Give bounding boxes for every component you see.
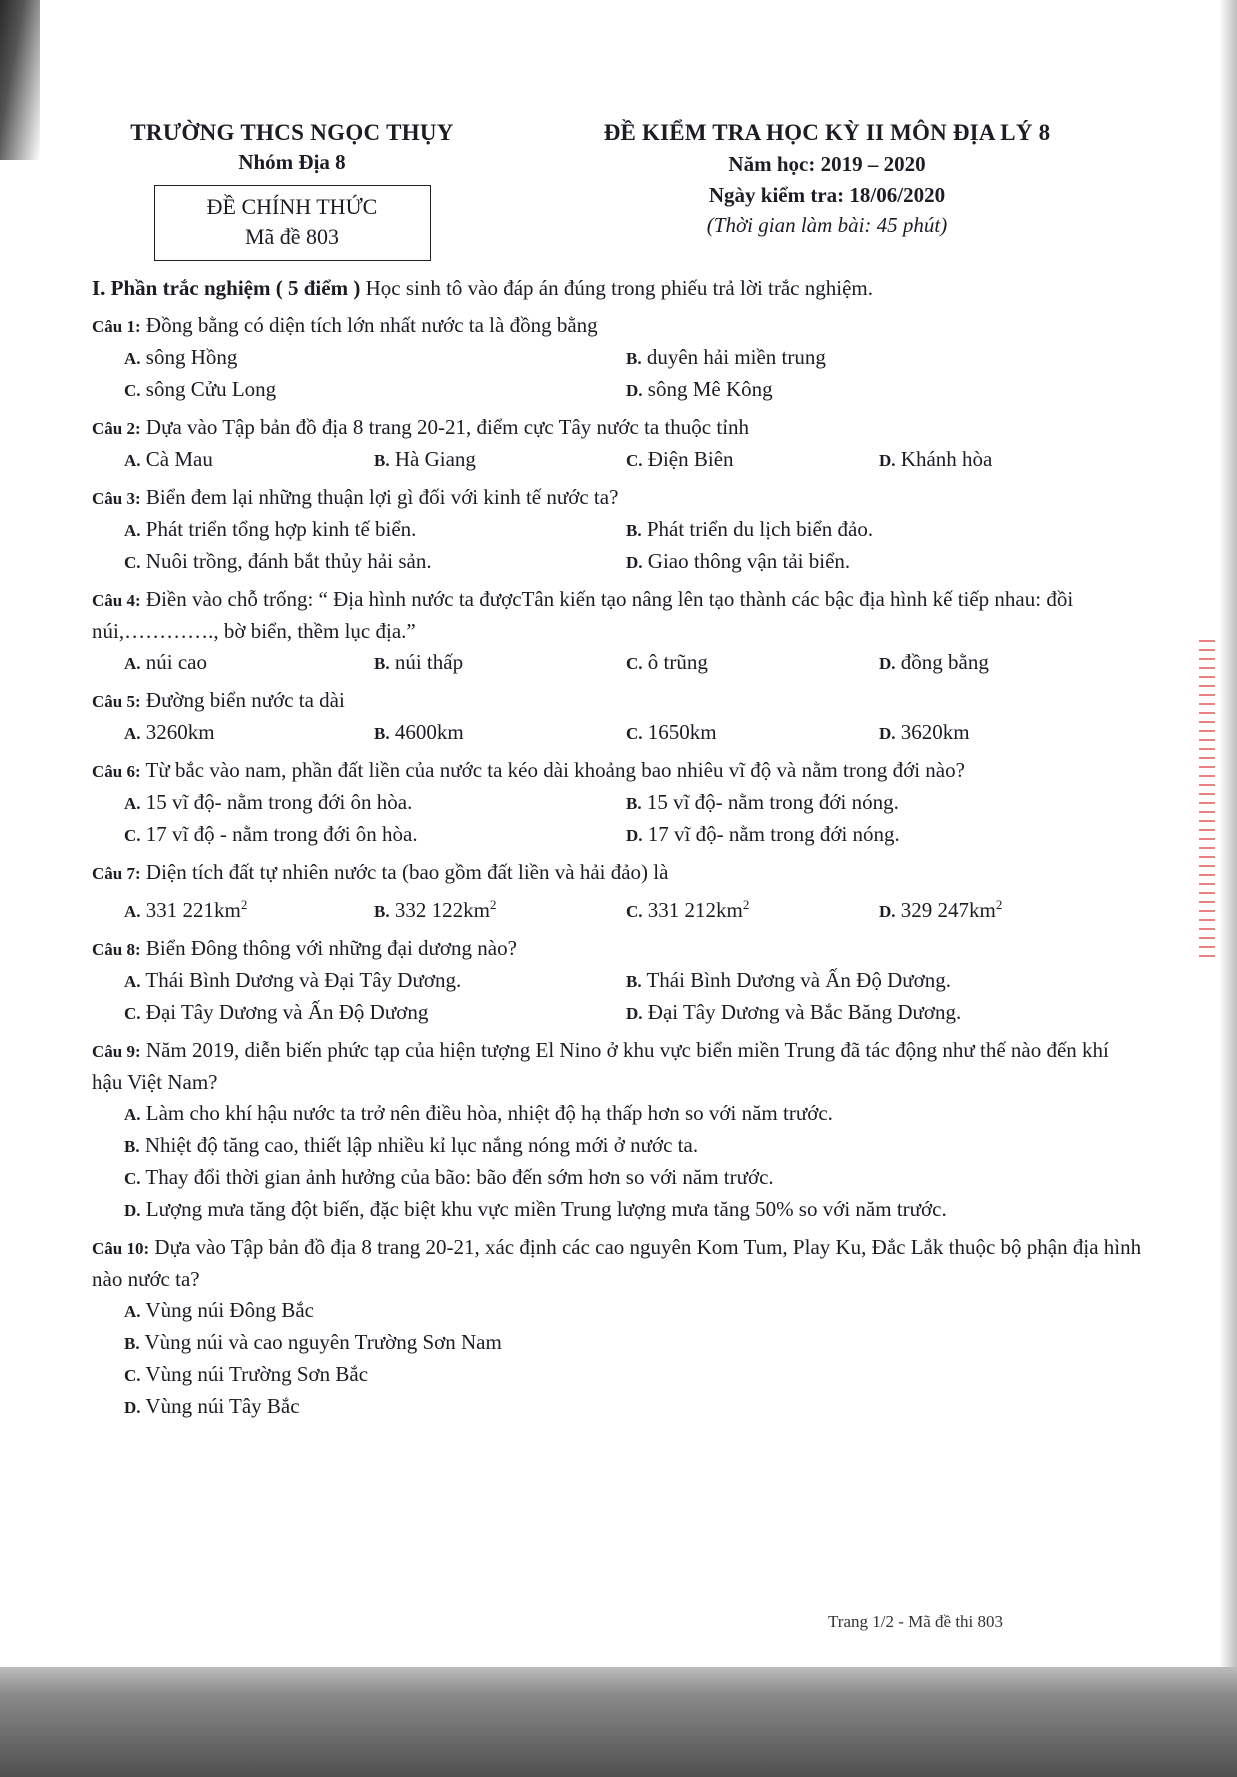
option-letter: A.	[124, 349, 141, 368]
question-text: Điền vào chỗ trống: “ Địa hình nước ta đượcTân kiến tạo nâng lên tạo thành các bậc địa hình kế tiếp nhau: đồi núi,…………., bờ biển, thềm lục địa.”	[92, 587, 1074, 643]
answer-option	[124, 1162, 1142, 1194]
option-text: đồng bằng	[895, 650, 989, 674]
exam-date: Ngày kiểm tra: 18/06/2020	[708, 183, 946, 207]
option-letter: D.	[879, 654, 896, 673]
exam-info-block	[547, 120, 1107, 238]
answer-options	[92, 1295, 1142, 1423]
option-letter: A.	[124, 451, 141, 470]
section-heading	[92, 273, 1142, 304]
answer-options	[92, 787, 1142, 851]
answer-option	[626, 819, 1129, 851]
answer-option	[124, 965, 626, 997]
answer-option	[626, 514, 1129, 546]
scan-shadow-left	[0, 0, 40, 160]
option-text: duyên hải miền trung	[641, 345, 826, 369]
option-text: 17 vĩ độ - nằm trong đới ôn hòa.	[140, 822, 418, 846]
question-text: Dựa vào Tập bản đồ địa 8 trang 20-21, điểm cực Tây nước ta thuộc tỉnh	[140, 415, 750, 439]
option-text: 15 vĩ độ- nằm trong đới nóng.	[641, 790, 899, 814]
answer-option	[374, 444, 626, 476]
exam-duration: (Thời gian làm bài: 45 phút)	[706, 213, 948, 237]
option-letter: C.	[124, 381, 141, 400]
option-text: Thay đổi thời gian ảnh hưởng của bão: bão đến sớm hơn so với năm trước.	[140, 1165, 774, 1189]
option-letter: A.	[124, 654, 141, 673]
option-text: Đại Tây Dương và Bắc Băng Dương.	[642, 1000, 962, 1024]
superscript: 2	[742, 897, 750, 912]
answer-options	[92, 342, 1142, 406]
page-footer: Trang 1/2 - Mã đề thi 803	[828, 1612, 1004, 1631]
answer-option	[879, 647, 1129, 679]
option-text: núi cao	[140, 650, 208, 674]
option-text: 331 221km	[140, 898, 241, 922]
question	[92, 685, 1142, 749]
option-text: Giao thông vận tải biển.	[642, 549, 851, 573]
option-text: 331 212km	[642, 898, 743, 922]
option-text: ô trũng	[642, 650, 708, 674]
option-letter: A.	[124, 1105, 141, 1124]
option-letter: B.	[124, 1137, 140, 1156]
option-text: Làm cho khí hậu nước ta trở nên điều hòa, nhiệt độ hạ thấp hơn so với năm trước.	[140, 1101, 833, 1125]
answer-option	[124, 1295, 1142, 1327]
option-letter: B.	[374, 724, 390, 743]
option-letter: A.	[124, 794, 141, 813]
option-letter: D.	[879, 724, 896, 743]
scan-shadow-right	[1219, 0, 1237, 1777]
question	[92, 310, 1142, 406]
option-text: Nuôi trồng, đánh bắt thủy hải sản.	[140, 549, 432, 573]
answer-option	[626, 546, 1129, 578]
option-text: 1650km	[642, 720, 717, 744]
answer-option	[626, 342, 1129, 374]
option-letter: B.	[124, 1334, 140, 1353]
answer-option	[626, 787, 1129, 819]
answer-options	[92, 965, 1142, 1029]
question-label: Câu 2:	[92, 419, 141, 438]
question	[92, 857, 1142, 927]
exam-content	[92, 273, 1142, 1423]
option-text: Cà Mau	[140, 447, 213, 471]
option-text: 17 vĩ độ- nằm trong đới nóng.	[642, 822, 900, 846]
answer-option	[124, 997, 626, 1029]
exam-title: ĐỀ KIỂM TRA HỌC KỲ II MÔN ĐỊA LÝ 8	[603, 120, 1051, 145]
option-letter: A.	[124, 902, 141, 921]
option-text: Nhiệt độ tăng cao, thiết lập nhiều kỉ lục nắng nóng mới ở nước ta.	[139, 1133, 699, 1157]
option-letter: C.	[124, 1004, 141, 1023]
option-letter: D.	[879, 451, 896, 470]
answer-option	[374, 889, 626, 927]
answer-option	[124, 546, 626, 578]
option-text: Vùng núi Tây Bắc	[140, 1394, 300, 1418]
answer-option	[124, 1359, 1142, 1391]
option-text: 3620km	[895, 720, 970, 744]
answer-option	[124, 1194, 1142, 1226]
question-label: Câu 7:	[92, 864, 141, 883]
red-stamp-marks	[1199, 640, 1215, 960]
answer-option	[124, 342, 626, 374]
question	[92, 584, 1142, 679]
option-letter: D.	[626, 381, 643, 400]
option-text: Vùng núi Đông Bắc	[140, 1298, 314, 1322]
answer-option	[374, 717, 626, 749]
question-label: Câu 8:	[92, 940, 141, 959]
question-text: Biển đem lại những thuận lợi gì đối với kinh tế nước ta?	[140, 485, 619, 509]
question	[92, 755, 1142, 851]
school-year: Năm học: 2019 – 2020	[728, 152, 926, 176]
question-label: Câu 10:	[92, 1239, 150, 1258]
official-box	[154, 185, 431, 261]
answer-option	[124, 374, 626, 406]
question-label: Câu 9:	[92, 1042, 141, 1061]
option-letter: B.	[626, 349, 642, 368]
option-letter: C.	[124, 1169, 141, 1188]
answer-option	[124, 647, 374, 679]
option-letter: A.	[124, 521, 141, 540]
option-text: 15 vĩ độ- nằm trong đới ôn hòa.	[140, 790, 413, 814]
official-label: ĐỀ CHÍNH THỨC	[206, 194, 378, 219]
scan-shadow-bottom	[0, 1667, 1237, 1777]
question-text: Đường biển nước ta dài	[140, 688, 345, 712]
option-letter: D.	[626, 553, 643, 572]
answer-options	[92, 889, 1142, 927]
option-letter: C.	[626, 724, 643, 743]
option-letter: A.	[124, 972, 141, 991]
answer-option	[124, 1391, 1142, 1423]
option-letter: B.	[374, 451, 390, 470]
option-text: sông Hồng	[140, 345, 238, 369]
section-instruction: Học sinh tô vào đáp án đúng trong phiếu trả lời trắc nghiệm.	[360, 276, 873, 300]
option-text: 3260km	[140, 720, 215, 744]
option-letter: B.	[374, 902, 390, 921]
option-letter: B.	[626, 521, 642, 540]
option-letter: D.	[879, 902, 896, 921]
option-text: 332 122km	[389, 898, 490, 922]
answer-options	[92, 717, 1142, 749]
answer-option	[626, 717, 879, 749]
question-label: Câu 1:	[92, 317, 141, 336]
question	[92, 933, 1142, 1029]
answer-option	[626, 889, 879, 927]
answer-option	[879, 889, 1129, 927]
answer-option	[879, 444, 1129, 476]
answer-option	[374, 647, 626, 679]
question-text: Từ bắc vào nam, phần đất liền của nước ta kéo dài khoảng bao nhiêu vĩ độ và nằm trong đới nào?	[140, 758, 965, 782]
answer-option	[626, 374, 1129, 406]
option-letter: D.	[626, 1004, 643, 1023]
option-letter: C.	[124, 553, 141, 572]
option-text: Vùng núi Trường Sơn Bắc	[140, 1362, 369, 1386]
option-letter: B.	[626, 972, 642, 991]
answer-option	[879, 717, 1129, 749]
option-letter: A.	[124, 1302, 141, 1321]
answer-option	[124, 1130, 1142, 1162]
answer-option	[626, 965, 1129, 997]
option-text: Phát triển du lịch biển đảo.	[641, 517, 874, 541]
answer-option	[124, 717, 374, 749]
school-name: TRƯỜNG THCS NGỌC THỤY	[130, 120, 454, 145]
option-letter: B.	[626, 794, 642, 813]
answer-option	[626, 444, 879, 476]
option-text: sông Cửu Long	[140, 377, 277, 401]
school-block	[102, 120, 482, 261]
answer-option	[626, 997, 1129, 1029]
option-letter: D.	[124, 1398, 141, 1417]
question	[92, 412, 1142, 476]
option-text: Thái Bình Dương và Đại Tây Dương.	[140, 968, 462, 992]
question-text: Diện tích đất tự nhiên nước ta (bao gồm đất liền và hải đảo) là	[140, 860, 669, 884]
option-text: sông Mê Kông	[642, 377, 773, 401]
option-text: Vùng núi và cao nguyên Trường Sơn Nam	[139, 1330, 502, 1354]
question	[92, 1035, 1142, 1226]
answer-option	[124, 444, 374, 476]
answer-options	[92, 647, 1142, 679]
option-letter: C.	[626, 902, 643, 921]
option-text: 329 247km	[895, 898, 996, 922]
option-text: Thái Bình Dương và Ấn Độ Dương.	[641, 968, 951, 992]
question-text: Đồng bằng có diện tích lớn nhất nước ta là đồng bằng	[140, 313, 598, 337]
answer-option	[124, 787, 626, 819]
question	[92, 1232, 1142, 1423]
answer-options	[92, 514, 1142, 578]
answer-option	[124, 889, 374, 927]
answer-option	[124, 1327, 1142, 1359]
question-text: Biển Đông thông với những đại dương nào?	[140, 936, 517, 960]
exam-page	[92, 110, 1142, 1423]
option-letter: C.	[124, 826, 141, 845]
question-label: Câu 4:	[92, 591, 141, 610]
option-text: Hà Giang	[389, 447, 476, 471]
answer-option	[124, 514, 626, 546]
question-label: Câu 3:	[92, 489, 141, 508]
option-letter: C.	[626, 654, 643, 673]
answer-options	[92, 1098, 1142, 1226]
option-letter: D.	[626, 826, 643, 845]
option-text: Khánh hòa	[895, 447, 993, 471]
option-letter: B.	[374, 654, 390, 673]
question-text: Năm 2019, diễn biến phức tạp của hiện tượng El Nino ở khu vực biển miền Trung đã tác động như thế nào đến khí hậu Việt Nam?	[92, 1038, 1109, 1094]
superscript: 2	[240, 897, 248, 912]
group-name: Nhóm Địa 8	[238, 150, 346, 174]
option-letter: C.	[626, 451, 643, 470]
option-letter: C.	[124, 1366, 141, 1385]
answer-option	[626, 647, 879, 679]
option-text: 4600km	[389, 720, 464, 744]
answer-option	[124, 819, 626, 851]
superscript: 2	[995, 897, 1003, 912]
option-text: Điện Biên	[642, 447, 734, 471]
question-label: Câu 6:	[92, 762, 141, 781]
option-text: Lượng mưa tăng đột biến, đặc biệt khu vực miền Trung lượng mưa tăng 50% so với năm trước.	[140, 1197, 947, 1221]
option-letter: D.	[124, 1201, 141, 1220]
question	[92, 482, 1142, 578]
superscript: 2	[489, 897, 497, 912]
answer-option	[124, 1098, 1142, 1130]
option-text: núi thấp	[389, 650, 464, 674]
exam-header	[92, 110, 1142, 265]
question-text: Dựa vào Tập bản đồ địa 8 trang 20-21, xác định các cao nguyên Kom Tum, Play Ku, Đắc Lắk thuộc bộ phận địa hình nào nước ta?	[92, 1235, 1142, 1291]
question-label: Câu 5:	[92, 692, 141, 711]
section-title: I. Phần trắc nghiệm ( 5 điểm )	[92, 276, 361, 300]
answer-options	[92, 444, 1142, 476]
option-text: Đại Tây Dương và Ấn Độ Dương	[140, 1000, 429, 1024]
exam-code: Mã đề 803	[244, 224, 340, 249]
option-letter: A.	[124, 724, 141, 743]
option-text: Phát triển tổng hợp kinh tế biển.	[140, 517, 417, 541]
